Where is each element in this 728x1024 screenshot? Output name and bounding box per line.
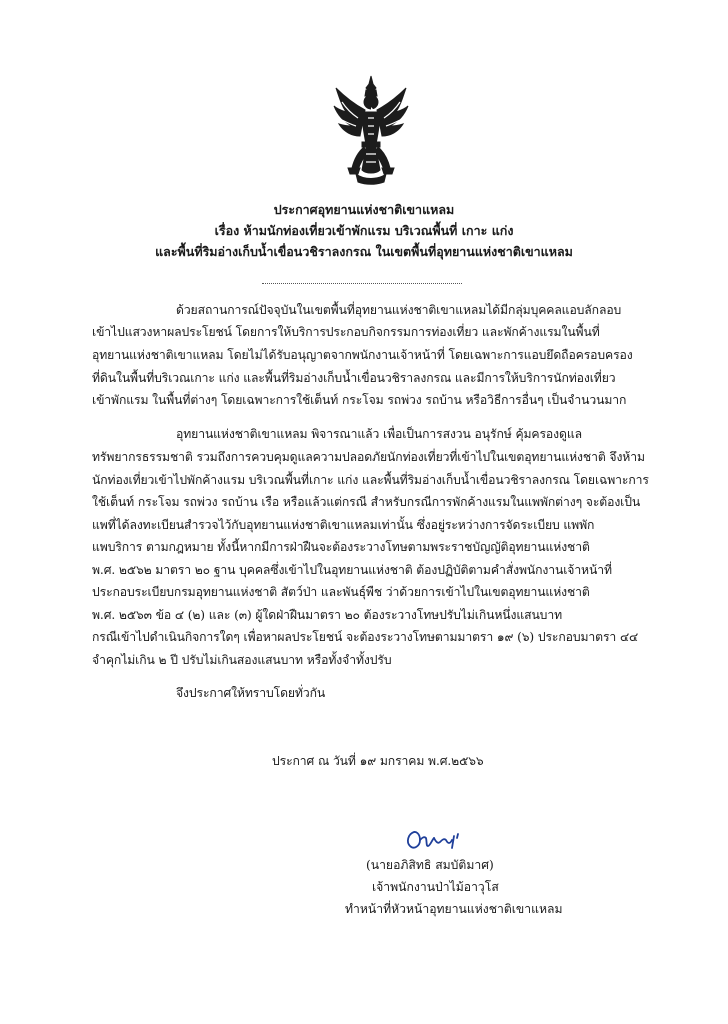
announcement-title: ประกาศอุทยานแห่งชาติเขาแหลม — [273, 202, 455, 217]
body-line: ด้วยสถานการณ์ปัจจุบันในเขตพื้นที่อุทยานแห่งชาติเขาแหลมได้มีกลุ่มบุคคลแอบลักลอบ — [176, 303, 622, 317]
body-line: พ.ศ. ๒๕๖๓ ข้อ ๔ (๒) และ (๓) ผู้ใดฝ่าฝืนมาตรา ๒๐ ต้องระวางโทษปรับไม่เกินหนึ่งแสนบาท — [92, 608, 562, 622]
body-line: เข้าไปแสวงหาผลประโยชน์ โดยการให้บริการประกอบกิจกรรมการท่องเที่ยว และพักค้างแรมในพื้นที่ — [92, 325, 600, 339]
body-line: นักท่องเที่ยวเข้าไปพักค้างแรม บริเวณพื้นที่เกาะ แก่ง และพื้นที่ริมอ่างเก็บน้ำเขื่อนวชิราลงกรณ โดยเฉพาะการ — [92, 473, 649, 487]
signatory-position: เจ้าพนักงานป่าไม้อาวุโส — [372, 880, 499, 894]
body-line: ที่ดินในพื้นที่บริเวณเกาะ แก่ง และพื้นที่ริมอ่างเก็บน้ำเขื่อนวชิราลงกรณ และมีการให้บริการนักท่องเที่ยว — [92, 371, 616, 385]
body-line: อุทยานแห่งชาติเขาแหลม พิจารณาแล้ว เพื่อเป็นการสงวน อนุรักษ์ คุ้มครองดูแล — [176, 427, 582, 441]
closing-line: จึงประกาศให้ทราบโดยทั่วกัน — [176, 686, 326, 700]
body-line: กรณีเข้าไปดำเนินกิจการใดๆ เพื่อหาผลประโยชน์ จะต้องระวางโทษตามมาตรา ๑๙ (๖) ประกอบมาตรา ๔๔ — [92, 630, 639, 644]
announcement-subject-line-2: และพื้นที่ริมอ่างเก็บน้ำเขื่อนวชิราลงกรณ ในเขตพื้นที่อุทยานแห่งชาติเขาแหลม — [155, 244, 573, 259]
signatory-name: (นายอภิสิทธิ สมบัติมาศ) — [366, 858, 494, 872]
handwritten-signature — [402, 824, 472, 854]
body-line: ใช้เต็นท์ กระโจม รถพ่วง รถบ้าน เรือ หรือแล้วแต่กรณี สำหรับกรณีการพักค้างแรมในแพพักต่างๆ จะต้องเป็น — [92, 495, 641, 509]
garuda-emblem-icon — [330, 74, 412, 186]
separator-dotted-line — [262, 283, 462, 284]
body-line: เข้าพักแรม ในพื้นที่ต่างๆ โดยเฉพาะการใช้เต็นท์ กระโจม รถพ่วง รถบ้าน หรือวิธีการอื่นๆ เป็นจำนวนมาก — [92, 393, 627, 407]
body-line: แพที่ได้ลงทะเบียนสำรวจไว้กับอุทยานแห่งชาติเขาแหลมเท่านั้น ซึ่งอยู่ระหว่างการจัดระเบียบ แพพัก — [92, 518, 595, 532]
date-line: ประกาศ ณ วันที่ ๑๙ มกราคม พ.ศ.๒๕๖๖ — [272, 754, 484, 768]
body-line: จำคุกไม่เกิน ๒ ปี ปรับไม่เกินสองแสนบาท หรือทั้งจำทั้งปรับ — [92, 653, 392, 667]
body-line: ทรัพยากรธรรมชาติ รวมถึงการควบคุมดูแลความปลอดภัยนักท่องเที่ยวที่เข้าไปในเขตอุทยานแห่งชาติ จึงห้าม — [92, 450, 645, 464]
announcement-subject-line-1: เรื่อง ห้ามนักท่องเที่ยวเข้าพักแรม บริเวณพื้นที่ เกาะ แก่ง — [214, 223, 514, 238]
body-line: อุทยานแห่งชาติเขาแหลม โดยไม่ได้รับอนุญาตจากพนักงานเจ้าหน้าที่ โดยเฉพาะการแอบยึดถือครอบครอง — [92, 348, 633, 362]
body-line: ประกอบระเบียบกรมอุทยานแห่งชาติ สัตว์ป่า และพันธุ์พืช ว่าด้วยการเข้าไปในเขตอุทยานแห่งชาติ — [92, 585, 590, 599]
body-line: พ.ศ. ๒๕๖๒ มาตรา ๒๐ ฐาน บุคคลซึ่งเข้าไปในอุทยานแห่งชาติ ต้องปฏิบัติตามคำสั่งพนักงานเจ้าหน้าที่ — [92, 563, 612, 577]
signatory-role: ทำหน้าที่หัวหน้าอุทยานแห่งชาติเขาแหลม — [345, 902, 563, 916]
body-line: แพบริการ ตามกฎหมาย ทั้งนี้หากมีการฝ่าฝืนจะต้องระวางโทษตามพระราชบัญญัติอุทยานแห่งชาติ — [92, 540, 590, 554]
